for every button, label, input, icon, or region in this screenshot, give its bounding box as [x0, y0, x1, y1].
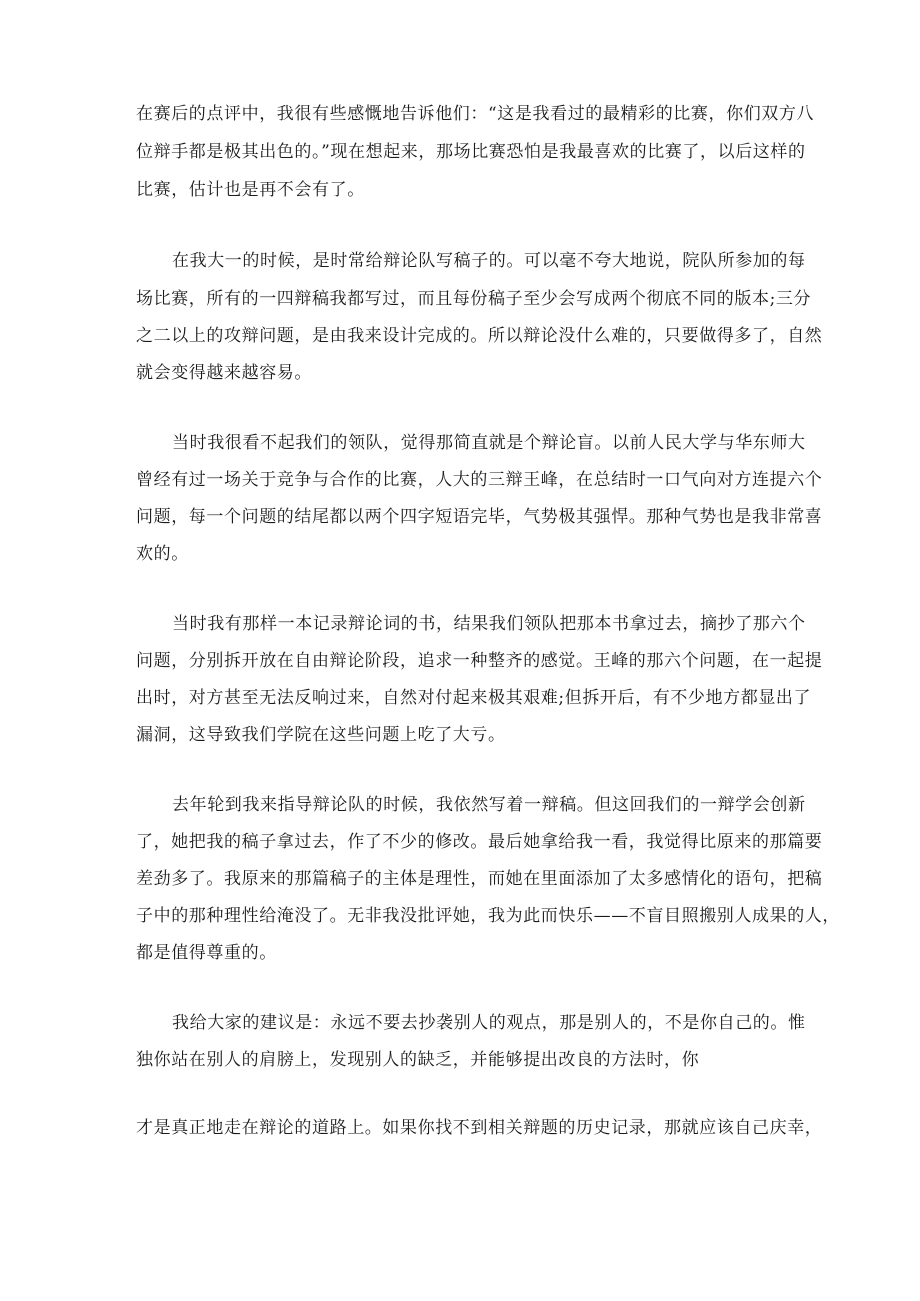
paragraph-4-line-4: 漏洞，这导致我们学院在这些问题上吃了大亏。: [136, 725, 506, 745]
paragraph-5-line-5: 都是值得尊重的。: [136, 943, 277, 963]
paragraph-3-line-4: 欢的。: [136, 544, 189, 564]
paragraph-1-line-1: 在赛后的点评中，我很有些感慨地告诉他们：“这是我看过的最精彩的比赛，你们双方八: [136, 104, 815, 124]
paragraph-1-line-3: 比赛，估计也是再不会有了。: [136, 180, 365, 200]
paragraph-1-line-2: 位辩手都是极其出色的。”现在想起来，那场比赛恐怕是我最喜欢的比赛了，以后这样的: [136, 142, 806, 162]
paragraph-4-line-1: 当时我有那样一本记录辩论词的书，结果我们领队把那本书拿过去，摘抄了那六个: [172, 614, 806, 634]
paragraph-5-line-1: 去年轮到我来指导辩论队的时候，我依然写着一辩稿。但这回我们的一辩学会创新: [172, 795, 806, 815]
paragraph-2-line-2: 场比赛，所有的一四辩稿我都写过，而且每份稿子至少会写成两个彻底不同的版本;三分: [136, 289, 812, 309]
paragraph-4-line-2: 问题，分别拆开放在自由辩论阶段，追求一种整齐的感觉。王峰的那六个问题，在一起提: [136, 651, 823, 671]
paragraph-2-line-3: 之二以上的攻辩问题，是由我来设计完成的。所以辩论没什么难的，只要做得多了，自然: [136, 326, 823, 346]
paragraph-4-line-3: 出时，对方甚至无法反响过来，自然对付起来极其艰难;但拆开后，有不少地方都显出了: [136, 688, 812, 708]
paragraph-3-line-1: 当时我很看不起我们的领队，觉得那简直就是个辩论盲。以前人民大学与华东师大: [172, 433, 806, 453]
paragraph-5-line-3: 差劲多了。我原来的那篇稿子的主体是理性，而她在里面添加了太多感情化的语句，把稿: [136, 869, 823, 889]
paragraph-2-line-4: 就会变得越来越容易。: [136, 363, 312, 383]
paragraph-5-line-4: 子中的那种理性给淹没了。无非我没批评她，我为此而快乐——不盲目照搬别人成果的人，: [136, 906, 840, 926]
paragraph-6-line-2: 独你站在别人的肩膀上，发现别人的缺乏，并能够提出改良的方法时，你: [136, 1050, 700, 1070]
paragraph-3-line-2: 曾经有过一场关于竞争与合作的比赛，人大的三辩王峰，在总结时一口气向对方连提六个: [136, 470, 823, 490]
paragraph-2-line-1: 在我大一的时候，是时常给辩论队写稿子的。可以毫不夸大地说，院队所参加的每: [172, 251, 806, 271]
paragraph-7-line-1: 才是真正地走在辩论的道路上。如果你找不到相关辩题的历史记录，那就应该自己庆幸，: [136, 1118, 823, 1138]
paragraph-5-line-2: 了，她把我的稿子拿过去，作了不少的修改。最后她拿给我一看，我觉得比原来的那篇要: [136, 832, 823, 852]
paragraph-6-line-1: 我给大家的建议是：永远不要去抄袭别人的观点，那是别人的，不是你自己的。惟: [172, 1013, 806, 1033]
paragraph-3-line-3: 问题，每一个问题的结尾都以两个四字短语完毕，气势极其强悍。那种气势也是我非常喜: [136, 507, 823, 527]
